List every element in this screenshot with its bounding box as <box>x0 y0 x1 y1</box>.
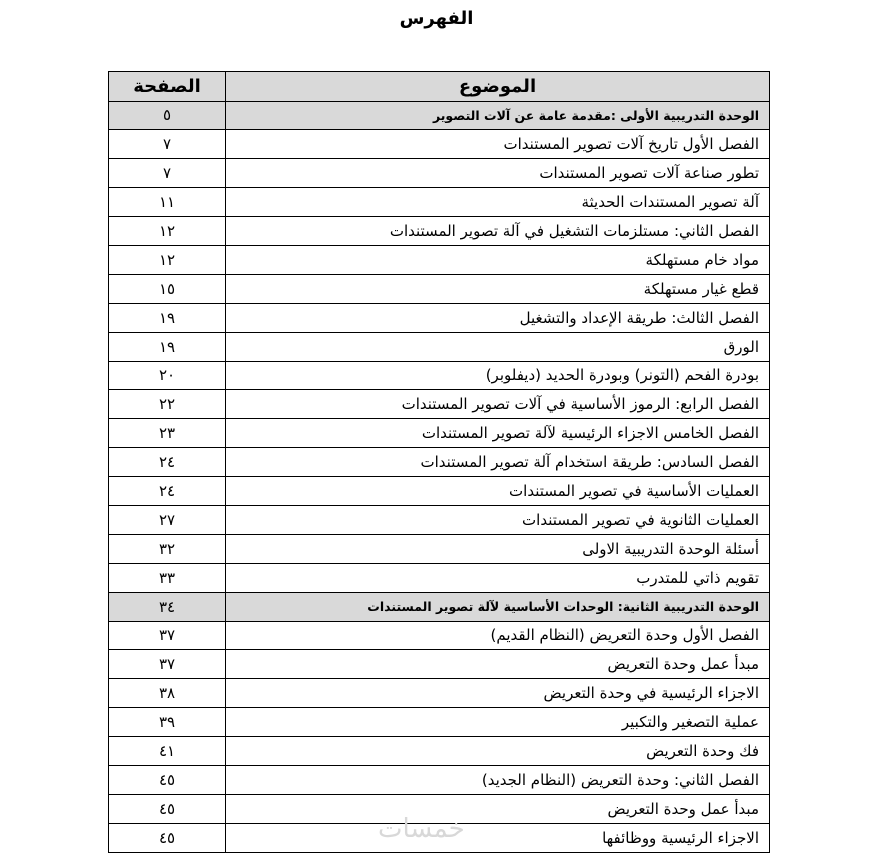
page-number-cell: ٤١ <box>109 737 226 766</box>
page-number-cell: ٧ <box>109 130 226 159</box>
unit-row <box>109 101 770 130</box>
table-row <box>109 303 770 332</box>
topic-cell: تطور صناعة آلات تصوير المستندات <box>226 159 770 188</box>
topic-cell: العمليات الثانوية في تصوير المستندات <box>226 505 770 534</box>
page-number-cell: ٣٧ <box>109 650 226 679</box>
page-number-cell: ٢٣ <box>109 419 226 448</box>
topic-cell: الفصل الأول وحدة التعريض (النظام القديم) <box>226 621 770 650</box>
table-row <box>109 361 770 390</box>
topic-cell: الاجزاء الرئيسية في وحدة التعريض <box>226 679 770 708</box>
table-row <box>109 563 770 592</box>
table-row <box>109 765 770 794</box>
topic-cell: الفصل الأول تاريخ آلات تصوير المستندات <box>226 130 770 159</box>
table-row <box>109 708 770 737</box>
topic-cell: فك وحدة التعريض <box>226 737 770 766</box>
topic-cell: الفصل الثالث: طريقة الإعداد والتشغيل <box>226 303 770 332</box>
topic-cell: الفصل الخامس الاجزاء الرئيسية لآلة تصوير المستندات <box>226 419 770 448</box>
table-row <box>109 505 770 534</box>
page-number-cell: ٧ <box>109 159 226 188</box>
table-row <box>109 534 770 563</box>
page-number-cell: ٣٨ <box>109 679 226 708</box>
topic-cell: الورق <box>226 332 770 361</box>
page-number-cell: ٥ <box>109 101 226 130</box>
page-title: الفهرس <box>399 8 474 29</box>
table-row <box>109 679 770 708</box>
page-header: الصفحة <box>109 72 226 102</box>
page-number-cell: ١٢ <box>109 245 226 274</box>
topic-cell: قطع غيار مستهلكة <box>226 274 770 303</box>
page-number-cell: ١٩ <box>109 303 226 332</box>
page-number-cell: ٤٥ <box>109 765 226 794</box>
page-number-cell: ٢٤ <box>109 448 226 477</box>
table-row <box>109 332 770 361</box>
table-row <box>109 217 770 246</box>
table-row <box>109 419 770 448</box>
page-number-cell: ١١ <box>109 188 226 217</box>
table-row <box>109 188 770 217</box>
page-number-cell: ٢٤ <box>109 477 226 506</box>
page-number-cell: ٣٧ <box>109 621 226 650</box>
topic-cell: عملية التصغير والتكبير <box>226 708 770 737</box>
topic-cell: الاجزاء الرئيسية ووظائفها <box>226 823 770 852</box>
page-number-cell: ١٥ <box>109 274 226 303</box>
topic-cell: أسئلة الوحدة التدريبية الاولى <box>226 534 770 563</box>
page-number-cell: ٤٥ <box>109 823 226 852</box>
topic-cell: مواد خام مستهلكة <box>226 245 770 274</box>
topic-cell: مبدأ عمل وحدة التعريض <box>226 650 770 679</box>
page-number-cell: ٣٢ <box>109 534 226 563</box>
table-row <box>109 130 770 159</box>
page-number-cell: ١٢ <box>109 217 226 246</box>
header-row <box>109 72 770 102</box>
topic-cell: الفصل الثاني: مستلزمات التشغيل في آلة تصوير المستندات <box>226 217 770 246</box>
page-number-cell: ٤٥ <box>109 794 226 823</box>
page-number-cell: ٢٢ <box>109 390 226 419</box>
topic-cell: مبدأ عمل وحدة التعريض <box>226 794 770 823</box>
topic-cell: العمليات الأساسية في تصوير المستندات <box>226 477 770 506</box>
topic-cell: آلة تصوير المستندات الحديثة <box>226 188 770 217</box>
page-number-cell: ٣٩ <box>109 708 226 737</box>
page-number-cell: ٣٣ <box>109 563 226 592</box>
topic-cell: الفصل السادس: طريقة استخدام آلة تصوير المستندات <box>226 448 770 477</box>
table-row <box>109 737 770 766</box>
table-row <box>109 448 770 477</box>
topic-cell: الوحدة التدريبية الأولى :مقدمة عامة عن آلات التصوير <box>226 101 770 130</box>
table-row <box>109 245 770 274</box>
table-row <box>109 159 770 188</box>
page-number-cell: ٣٤ <box>109 592 226 621</box>
topic-cell: تقويم ذاتي للمتدرب <box>226 563 770 592</box>
topic-cell: الوحدة التدريبية الثانية: الوحدات الأساسية لآلة تصوير المستندات <box>226 592 770 621</box>
topic-header: الموضوع <box>226 72 770 102</box>
page-number-cell: ١٩ <box>109 332 226 361</box>
page-number-cell: ٢٧ <box>109 505 226 534</box>
unit-row <box>109 592 770 621</box>
topic-cell: الفصل الرابع: الرموز الأساسية في آلات تصوير المستندات <box>226 390 770 419</box>
topic-cell: بودرة الفحم (التونر) وبودرة الحديد (ديفلوبر) <box>226 361 770 390</box>
index-table <box>108 71 770 853</box>
page-number-cell: ٢٠ <box>109 361 226 390</box>
table-row <box>109 621 770 650</box>
topic-cell: الفصل الثاني: وحدة التعريض (النظام الجديد) <box>226 765 770 794</box>
table-row <box>109 274 770 303</box>
watermark: خمسات <box>378 814 465 844</box>
table-row <box>109 650 770 679</box>
table-row <box>109 477 770 506</box>
table-row <box>109 390 770 419</box>
